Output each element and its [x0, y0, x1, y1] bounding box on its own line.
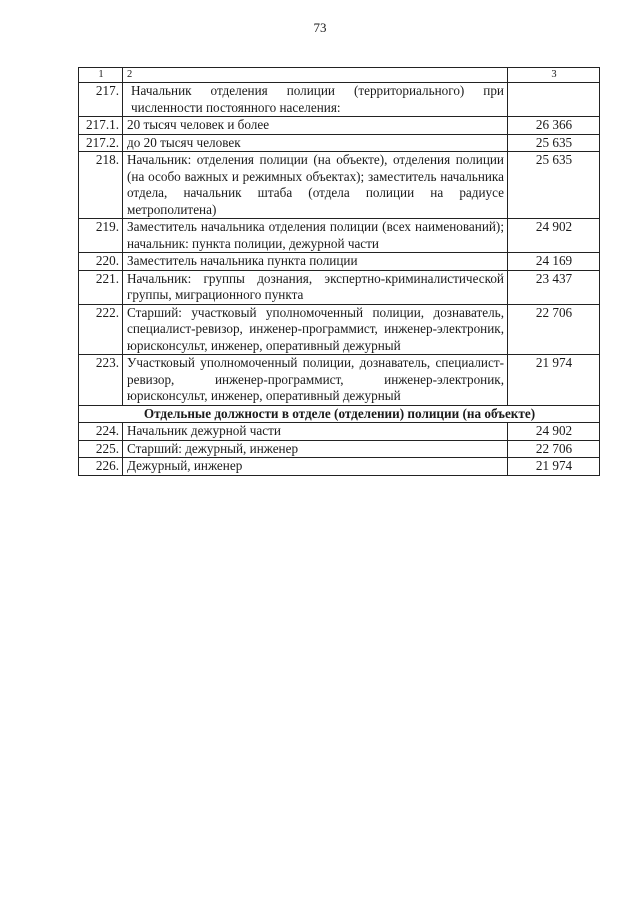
- row-description: Начальник: группы дознания, экспертно-криминалистической группы, миграционного пункта: [123, 270, 508, 304]
- row-value: 25 635: [508, 152, 600, 219]
- table-row: [79, 152, 600, 219]
- row-value: 22 706: [508, 440, 600, 458]
- table-row: [79, 440, 600, 458]
- row-description: Начальник отделения полиции (территориального) при численности постоянного населения:: [123, 83, 508, 117]
- row-number: 217.2.: [79, 134, 123, 152]
- table-row: [79, 270, 600, 304]
- row-value: 21 974: [508, 458, 600, 476]
- row-number: 219.: [79, 219, 123, 253]
- row-value: [508, 83, 600, 117]
- header-col-2: 2: [123, 68, 508, 83]
- table-row: [79, 458, 600, 476]
- row-description: Дежурный, инженер: [123, 458, 508, 476]
- table-row: [79, 134, 600, 152]
- row-number: 220.: [79, 253, 123, 271]
- row-number: 224.: [79, 423, 123, 441]
- row-description: до 20 тысяч человек: [123, 134, 508, 152]
- table-row: [79, 355, 600, 406]
- row-value: 24 169: [508, 253, 600, 271]
- row-number: 218.: [79, 152, 123, 219]
- row-number: 226.: [79, 458, 123, 476]
- row-number: 222.: [79, 304, 123, 355]
- row-value: 25 635: [508, 134, 600, 152]
- row-value: 21 974: [508, 355, 600, 406]
- row-description: Заместитель начальника отделения полиции (всех наименований); начальник: пункта полиции, дежурной части: [123, 219, 508, 253]
- row-description: Начальник: отделения полиции (на объекте), отделения полиции (на особо важных и режимных объектах); заместитель начальника отдела, начальник штаба (отдела полиции на радиусе метрополитена): [123, 152, 508, 219]
- row-value: 24 902: [508, 219, 600, 253]
- row-description: Участковый уполномоченный полиции, дознаватель, специалист-ревизор, инженер-программист, инженер-электроник, юрисконсульт, инженер, оперативный дежурный: [123, 355, 508, 406]
- row-number: 217.: [79, 83, 123, 117]
- table-header-row: [79, 68, 600, 83]
- row-value: 23 437: [508, 270, 600, 304]
- row-number: 223.: [79, 355, 123, 406]
- row-description: Старший: дежурный, инженер: [123, 440, 508, 458]
- row-number: 225.: [79, 440, 123, 458]
- row-value: 24 902: [508, 423, 600, 441]
- section-heading-row: [79, 405, 600, 423]
- page-number: 73: [313, 20, 327, 35]
- table-row: [79, 219, 600, 253]
- row-number: 221.: [79, 270, 123, 304]
- table-row: [79, 253, 600, 271]
- salary-table: [78, 67, 600, 476]
- table-row: [79, 117, 600, 135]
- row-description: Старший: участковый уполномоченный полиции, дознаватель, специалист-ревизор, инженер-программист, инженер-электроник, юрисконсульт, инженер, оперативный дежурный: [123, 304, 508, 355]
- row-description: Начальник дежурной части: [123, 423, 508, 441]
- row-value: 22 706: [508, 304, 600, 355]
- table-row: [79, 423, 600, 441]
- row-description: Заместитель начальника пункта полиции: [123, 253, 508, 271]
- header-col-3: 3: [508, 68, 600, 83]
- row-value: 26 366: [508, 117, 600, 135]
- header-col-1: 1: [79, 68, 123, 83]
- table-row: [79, 304, 600, 355]
- section-heading: Отдельные должности в отделе (отделении) полиции (на объекте): [79, 405, 600, 423]
- row-number: 217.1.: [79, 117, 123, 135]
- row-description: 20 тысяч человек и более: [123, 117, 508, 135]
- table-row: [79, 83, 600, 117]
